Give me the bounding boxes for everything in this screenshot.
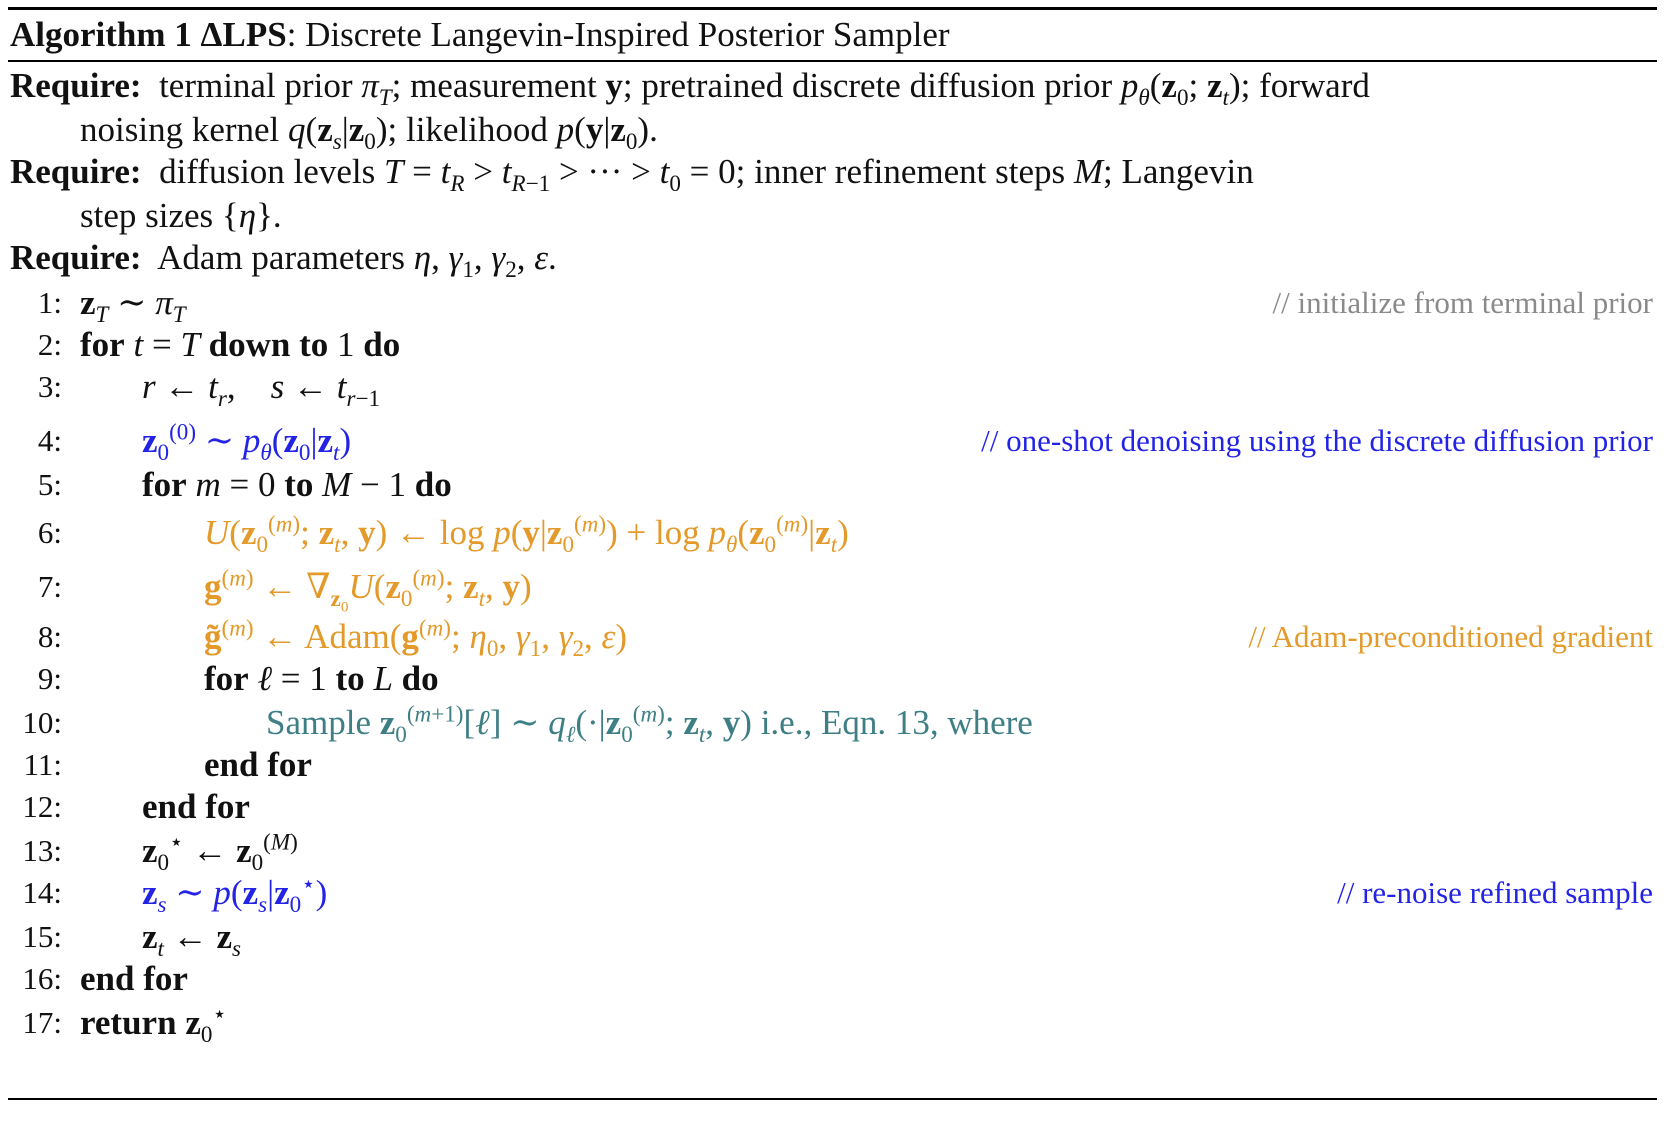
- line-number: 8:: [37, 619, 62, 654]
- algo-line-13: 13: $z_0^⋆$ ← $z_0^{(M)}$: [0, 828, 1653, 874]
- line-number: 5:: [37, 467, 62, 502]
- line-number: 7:: [37, 569, 62, 604]
- algo-line-5: 5: for m = 0 to M − 1 do: [0, 462, 1653, 508]
- algo-line-12: 12: end for: [0, 784, 1653, 830]
- algo-line-11: 11: end for: [0, 742, 1653, 788]
- comment: // one-shot denoising using the discrete diffusion prior: [981, 423, 1653, 458]
- line-number: 11:: [23, 747, 62, 782]
- algo-line-4: 4: $z_0^{(0)}$ ∼ $p_\theta(z_0|z_t)$ // one-shot denoising using the discrete diffusion prior: [0, 418, 1653, 464]
- require-2-cont: step sizes {η}.: [80, 196, 282, 235]
- line-number: 17:: [22, 1005, 62, 1040]
- require-2: Require: diffusion levels $T = t_R > t_{R-1}$ > ··· > $t_0 = 0$; inner refinement steps M; Langevin: [10, 152, 1254, 196]
- require-label: Require:: [10, 238, 142, 277]
- require-3: Require: Adam parameters η, $\gamma_1$, $\gamma_2$, ε.: [10, 238, 557, 282]
- algo-line-2: 2: for t = T down to 1 do: [0, 322, 1653, 368]
- line-number: 12:: [22, 789, 62, 824]
- line-number: 6:: [37, 515, 62, 550]
- algo-line-15: 15: $z_t$ ← $z_s$: [0, 914, 1653, 960]
- algo-line-6: 6: $U(z_0^{(m)}$; $z_t$, y) ← $\log p(y|z_0^{(m)}) + \log p_\theta(z_0^{(m)}|z_t)$: [0, 510, 1653, 556]
- line-number: 9:: [37, 661, 62, 696]
- line-number: 13:: [22, 833, 62, 868]
- require-label: Require:: [10, 66, 142, 105]
- line-number: 2:: [37, 327, 62, 362]
- require-1-cont: noising kernel $q(z_s|z_0)$; likelihood $p(y|z_0)$.: [80, 110, 658, 154]
- header-rule: [8, 60, 1657, 62]
- algorithm-label: Algorithm 1: [10, 15, 192, 54]
- algorithm-name: ΔLPS: [200, 15, 287, 54]
- comment: // Adam-preconditioned gradient: [1248, 619, 1653, 654]
- algo-line-9: 9: for ℓ = 1 to L do: [0, 656, 1653, 702]
- algo-line-17: 17: return $z_0^⋆$: [0, 1000, 1653, 1046]
- require-label: Require:: [10, 152, 142, 191]
- line-number: 10:: [22, 705, 62, 740]
- bottom-rule: [8, 1098, 1657, 1100]
- algo-line-1: 1: $z_T$ ∼ $\pi_T$ // initialize from terminal prior: [0, 280, 1653, 326]
- line-number: 3:: [37, 369, 62, 404]
- algorithm-title: [10, 10, 950, 60]
- algo-line-7: 7: $g^{(m)}$ ← $\nabla_{z_0}U(z_0^{(m)}$; $z_t$, y): [0, 564, 1653, 610]
- line-number: 16:: [22, 961, 62, 996]
- algo-line-16: 16: end for: [0, 956, 1653, 1002]
- comment: // re-noise refined sample: [1337, 875, 1653, 910]
- algorithm-description: : Discrete Langevin-Inspired Posterior Sampler: [286, 15, 950, 54]
- line-number: 4:: [37, 423, 62, 458]
- line-number: 1:: [37, 285, 62, 320]
- algo-line-3: 3: r ← $t_r$, s ← $t_{r-1}$: [0, 364, 1653, 410]
- comment: // initialize from terminal prior: [1272, 285, 1653, 320]
- require-1: Require: terminal prior $\pi_T$; measurement y; pretrained discrete diffusion prior $p_\theta(z_0$; $z_t$); forward: [10, 66, 1370, 110]
- algo-line-14: 14: $z_s$ ∼ $p(z_s|z_0^⋆)$ // re-noise refined sample: [0, 870, 1653, 916]
- algo-line-8: 8: g̃$^{(m)}$ ← $Adam(g^{(m)}$; $\eta_0$, $\gamma_1$, $\gamma_2$, ε) // Adam-preconditioned gradient: [0, 614, 1653, 660]
- line-number: 14:: [22, 875, 62, 910]
- line-number: 15:: [22, 919, 62, 954]
- algo-line-10: 10: Sample $z_0^{(m+1)}[\ell]$ ∼ $q_\ell(\cdot|z_0^{(m)}$; $z_t$, y) i.e., Eqn. 13, where: [0, 700, 1653, 746]
